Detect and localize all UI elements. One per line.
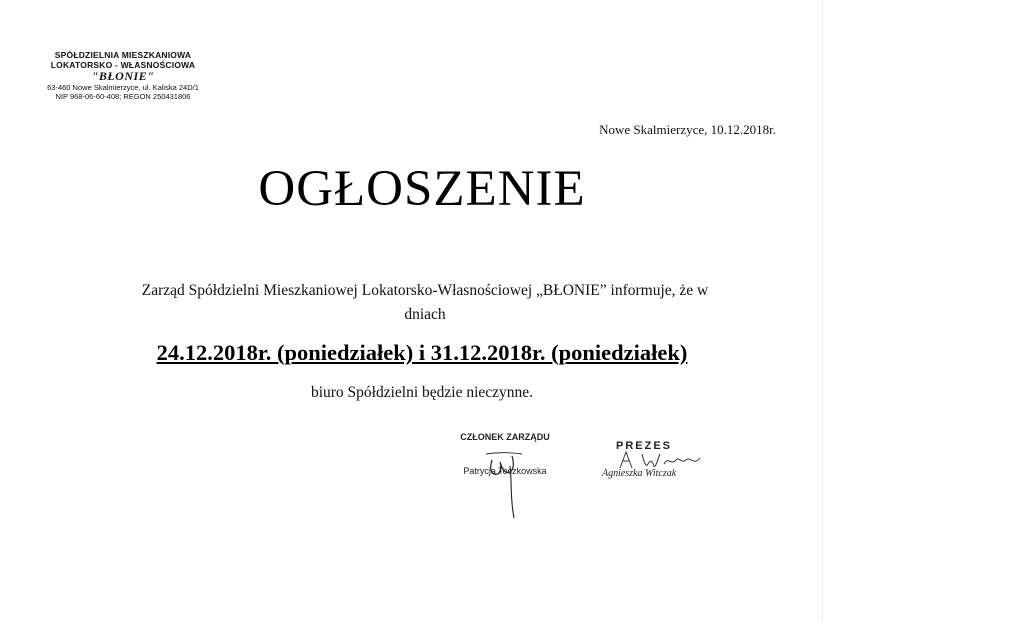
place-and-date: Nowe Skalmierzyce, 10.12.2018r. [599, 122, 776, 137]
cooperative-stamp [28, 50, 218, 101]
board-member-role: CZŁONEK ZARZĄDU [460, 432, 550, 442]
closure-dates: 24.12.2018r. (poniedziałek) i 31.12.2018r. (poniedziałek) [156, 340, 688, 365]
stamp-line-3: "BŁONIE" [91, 69, 155, 83]
page-edge-divider [822, 0, 823, 622]
board-member-name: Patrycja Toczkowska [463, 466, 547, 476]
stamp-line-5: NIP 968-06-60-408; REGON 250431806 [55, 92, 191, 101]
president-signature-block [596, 440, 726, 479]
president-role: PREZES [616, 440, 673, 452]
announcement-intro: Zarząd Spółdzielni Mieszkaniowej Lokatorsko-Własnościowej „BŁONIE” informuje, że w dniach [141, 282, 709, 323]
board-member-signature-block [440, 432, 570, 476]
stamp-line-1: SPÓŁDZIELNIA MIESZKANIOWA [54, 50, 192, 60]
closure-notice: biuro Spółdzielni będzie nieczynne. [310, 384, 534, 401]
stamp-line-2: LOKATORSKO - WŁASNOŚCIOWA [50, 60, 196, 70]
document-title: OGŁOSZENIE [258, 161, 586, 217]
stamp-line-4: 63-460 Nowe Skalmierzyce, ul. Kaliska 24D/1 [47, 83, 199, 92]
president-name: Agnieszka Witczak [602, 468, 677, 479]
board-member-handwritten-signature [478, 442, 528, 522]
